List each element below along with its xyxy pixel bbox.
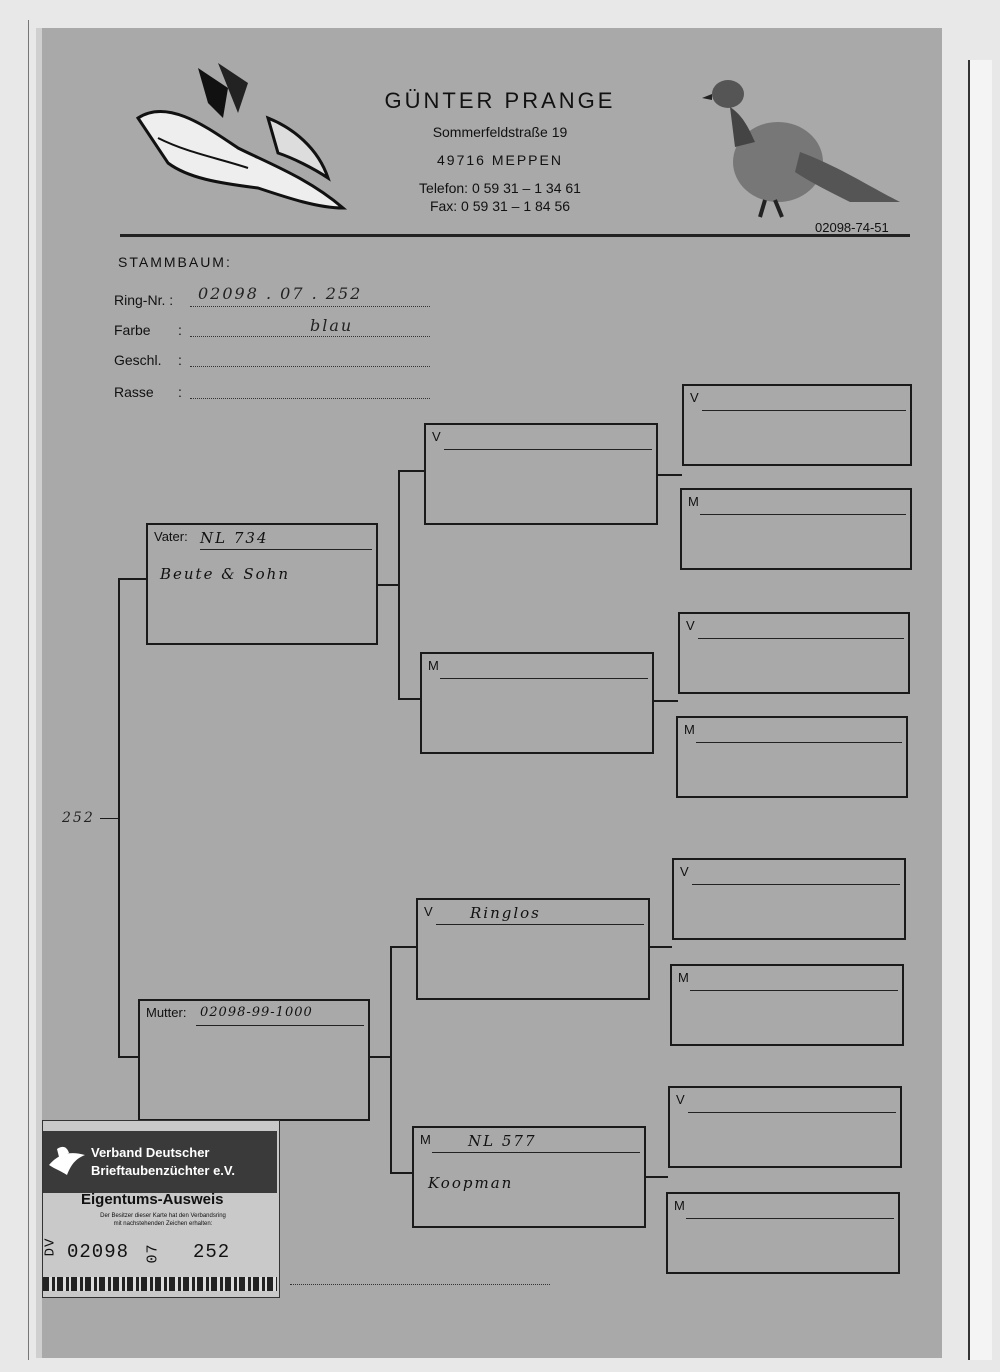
mutter-box[interactable] xyxy=(138,999,370,1121)
rasse-label: Rasse xyxy=(114,384,154,400)
grandparent-mv-box[interactable] xyxy=(416,898,650,1000)
g6-rule xyxy=(690,990,898,991)
g8-label: M xyxy=(674,1198,685,1213)
connector xyxy=(398,470,400,700)
vv-label: V xyxy=(432,429,441,444)
great-grandparent-8-box[interactable] xyxy=(666,1192,900,1274)
g4-label: M xyxy=(684,722,695,737)
mutter-value: 02098-99-1000 xyxy=(200,1005,313,1020)
card-line2: Brieftaubenzüchter e.V. xyxy=(91,1163,236,1178)
connector xyxy=(376,584,398,586)
dove-icon xyxy=(45,1135,89,1189)
mm-note: Koopman xyxy=(428,1174,514,1192)
mv-value: Ringlos xyxy=(470,904,541,922)
connector xyxy=(390,946,392,1174)
connector xyxy=(650,946,672,948)
mv-rule xyxy=(436,924,644,925)
connector xyxy=(118,578,146,580)
pigeon-photo-icon xyxy=(700,72,900,222)
g1-rule xyxy=(702,410,906,411)
card-header xyxy=(43,1131,277,1193)
g7-label: V xyxy=(676,1092,685,1107)
ring-value: 02098 . 07 . 252 xyxy=(198,284,363,303)
g3-label: V xyxy=(686,618,695,633)
geschl-label: Geschl. xyxy=(114,352,162,368)
great-grandparent-3-box[interactable] xyxy=(678,612,910,694)
card-small2: mit nachstehenden Zeichen erhalten: xyxy=(113,1221,213,1227)
great-grandparent-4-box[interactable] xyxy=(676,716,908,798)
vater-box[interactable] xyxy=(146,523,378,645)
connector xyxy=(646,1176,668,1178)
g2-rule xyxy=(700,514,906,515)
mm-label: M xyxy=(420,1132,431,1147)
connector xyxy=(118,1056,138,1058)
mutter-label: Mutter: xyxy=(146,1005,187,1020)
great-grandparent-2-box[interactable] xyxy=(680,488,912,570)
farbe-label: Farbe xyxy=(114,322,151,338)
great-grandparent-7-box[interactable] xyxy=(668,1086,902,1168)
breeder-fax: Fax: 0 59 31 – 1 84 56 xyxy=(429,198,571,214)
vater-rule xyxy=(200,549,372,550)
vater-label: Vater: xyxy=(154,529,188,544)
rasse-line xyxy=(190,384,430,399)
mm-value: NL 577 xyxy=(468,1132,537,1150)
header-rule xyxy=(120,234,910,237)
g7-rule xyxy=(688,1112,896,1113)
g5-rule xyxy=(692,884,900,885)
breeder-street: Sommerfeldstraße 19 xyxy=(432,124,568,140)
connector xyxy=(658,474,682,476)
grandparent-vv-box[interactable] xyxy=(424,423,658,525)
vv-rule xyxy=(444,449,652,450)
connector xyxy=(398,470,424,472)
g3-rule xyxy=(698,638,904,639)
farbe-colon: : xyxy=(178,322,182,338)
geschl-line xyxy=(190,352,430,367)
page-edge-line xyxy=(28,20,29,1360)
card-small1: Der Besitzer dieser Karte hat den Verbandsring xyxy=(100,1213,226,1219)
vm-label: M xyxy=(428,658,439,673)
header-code: 02098-74-51 xyxy=(815,220,889,235)
connector xyxy=(370,1056,392,1058)
g2-label: M xyxy=(688,494,699,509)
farbe-value: blau xyxy=(310,316,354,335)
card-title: Eigentums-Ausweis xyxy=(81,1191,224,1208)
card-dv: DV xyxy=(42,1237,59,1257)
great-grandparent-5-box[interactable] xyxy=(672,858,906,940)
breeder-phone: Telefon: 0 59 31 – 1 34 61 xyxy=(419,180,581,196)
grandparent-vm-box[interactable] xyxy=(420,652,654,754)
mv-label: V xyxy=(424,904,433,919)
mm-rule xyxy=(432,1152,640,1153)
card-num3: 252 xyxy=(193,1241,231,1263)
g6-label: M xyxy=(678,970,689,985)
stammbaum-title: STAMMBAUM: xyxy=(118,254,232,270)
ring-label: Ring-Nr. : xyxy=(114,292,174,308)
card-num1: 02098 xyxy=(67,1241,130,1263)
bottom-dotted-line xyxy=(290,1270,550,1285)
connector xyxy=(654,700,678,702)
connector xyxy=(398,698,420,700)
great-grandparent-1-box[interactable] xyxy=(682,384,912,466)
mutter-rule xyxy=(196,1025,364,1026)
g4-rule xyxy=(696,742,902,743)
side-note: 252 xyxy=(62,810,95,826)
card-num2: 07 xyxy=(144,1243,162,1264)
rasse-colon: : xyxy=(178,384,182,400)
connector xyxy=(390,946,416,948)
scan-edge xyxy=(968,60,992,1360)
breeder-city: 49716 MEPPEN xyxy=(437,152,563,168)
g5-label: V xyxy=(680,864,689,879)
card-pattern-strip xyxy=(43,1277,277,1291)
grandparent-mm-box[interactable] xyxy=(412,1126,646,1228)
card-line1: Verband Deutscher xyxy=(91,1145,210,1160)
breeder-name: GÜNTER PRANGE xyxy=(384,88,616,113)
g8-rule xyxy=(686,1218,894,1219)
connector xyxy=(100,818,118,819)
connector xyxy=(390,1172,412,1174)
great-grandparent-6-box[interactable] xyxy=(670,964,904,1046)
connector xyxy=(118,578,120,1058)
geschl-colon: : xyxy=(178,352,182,368)
vm-rule xyxy=(440,678,648,679)
ownership-card xyxy=(42,1120,280,1298)
vater-value: NL 734 xyxy=(200,529,269,547)
g1-label: V xyxy=(690,390,699,405)
vater-note: Beute & Sohn xyxy=(160,565,290,583)
